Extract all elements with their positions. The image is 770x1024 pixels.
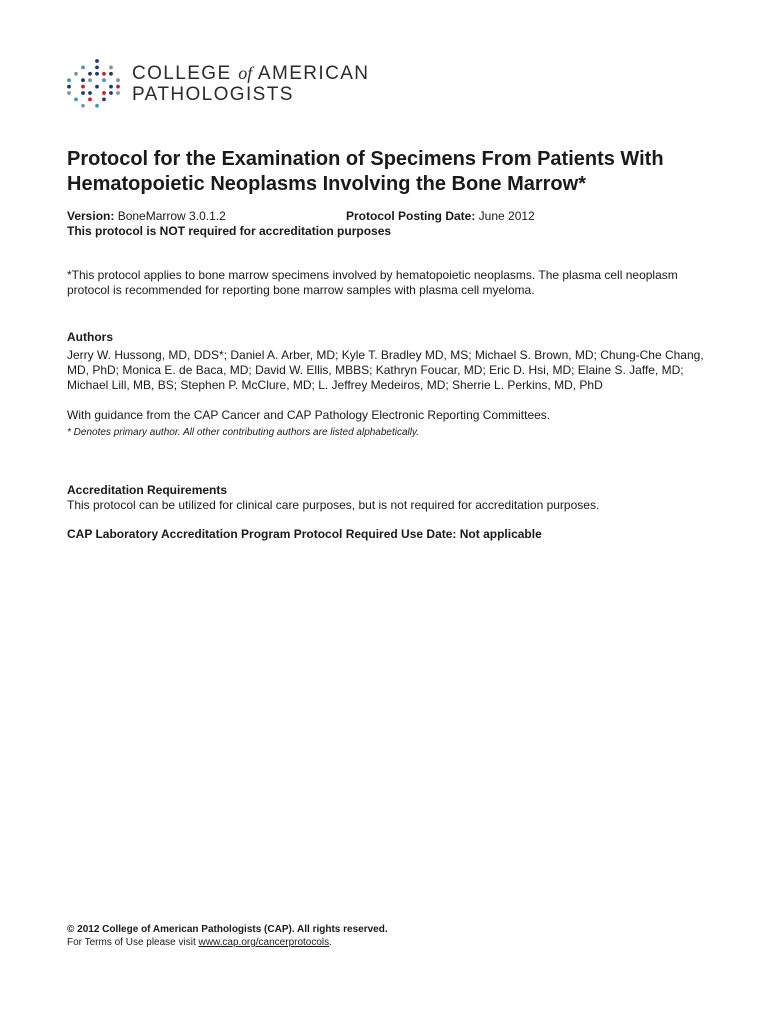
terms-of-use: For Terms of Use please visit www.cap.org/cancerprotocols. bbox=[67, 937, 332, 948]
primary-author-note: * Denotes primary author. All other contributing authors are listed alphabetically. bbox=[67, 427, 420, 438]
logo-dot bbox=[109, 91, 113, 95]
document-title: Protocol for the Examination of Specimens From Patients With Hematopoietic Neoplasms Involving the Bone Marrow* bbox=[67, 148, 664, 195]
accreditation-heading: Accreditation Requirements bbox=[67, 483, 228, 497]
logo-dot bbox=[109, 66, 113, 70]
logo-dot bbox=[88, 91, 92, 95]
logo-dot bbox=[102, 91, 106, 95]
logo-dot bbox=[88, 98, 92, 102]
scope-note: *This protocol applies to bone marrow specimens involved by hematopoietic neoplasms. The plasma cell neoplasm protocol is recommended for reporting bone marrow samples with plasma cell myeloma. bbox=[67, 268, 678, 297]
accreditation-text: This protocol can be utilized for clinical care purposes, but is not required for accreditation purposes. bbox=[67, 498, 600, 512]
required-use-date: CAP Laboratory Accreditation Program Protocol Required Use Date: Not applicable bbox=[67, 527, 542, 541]
logo-dot bbox=[109, 72, 113, 76]
logo-dot bbox=[67, 85, 71, 89]
logo-dot bbox=[116, 85, 120, 89]
authors-list: Jerry W. Hussong, MD, DDS*; Daniel A. Arber, MD; Kyle T. Bradley MD, MS; Michael S. Brown, MD; Chung-Che Chang, MD, PhD; Monica E. de Baca, MD; David W. Ellis, MBBS; Kathryn Foucar, MD; Eric D. Hsi, MD; Elaine S. Jaffe, MD; Michael Lill, MB, BS; Stephen P. McClure, MD; L. Jeffrey Medeiros, MD; Sherrie L. Perkins, MD, PhD bbox=[67, 348, 704, 392]
logo-dot bbox=[95, 104, 99, 108]
logo-dot bbox=[102, 98, 106, 102]
guidance-note: With guidance from the CAP Cancer and CAP Pathology Electronic Reporting Committees. bbox=[67, 408, 551, 422]
version-value: BoneMarrow 3.0.1.2 bbox=[114, 209, 226, 223]
logo-dot bbox=[116, 78, 120, 82]
logo-dot bbox=[116, 91, 120, 95]
cap-protocols-link[interactable]: www.cap.org/cancerprotocols bbox=[198, 937, 330, 948]
copyright-notice: © 2012 College of American Pathologists (CAP). All rights reserved. bbox=[67, 924, 388, 935]
logo-dot bbox=[95, 72, 99, 76]
version-label: Version: bbox=[67, 209, 115, 223]
logo-dot bbox=[102, 72, 106, 76]
posting-date-value: June 2012 bbox=[475, 209, 535, 223]
logo-dot bbox=[81, 91, 85, 95]
logo-dot bbox=[81, 85, 85, 89]
cap-dot-grid-icon bbox=[66, 58, 122, 110]
logo-dot bbox=[88, 72, 92, 76]
logo-line-2: PATHOLOGISTS bbox=[132, 84, 294, 105]
logo-dot bbox=[95, 59, 99, 63]
accreditation-requirement-note: This protocol is NOT required for accreditation purposes bbox=[67, 224, 392, 238]
logo-dot bbox=[74, 98, 78, 102]
version-line bbox=[67, 209, 226, 224]
logo-dot bbox=[81, 78, 85, 82]
posting-date-label: Protocol Posting Date: bbox=[346, 209, 476, 223]
authors-heading: Authors bbox=[67, 330, 113, 344]
logo-dot bbox=[74, 72, 78, 76]
cap-logo bbox=[66, 58, 370, 110]
logo-wordmark bbox=[132, 63, 369, 105]
logo-dot bbox=[88, 78, 92, 82]
logo-dot bbox=[67, 78, 71, 82]
posting-date-line bbox=[346, 209, 535, 224]
logo-dot bbox=[81, 104, 85, 108]
logo-dot bbox=[95, 85, 99, 89]
logo-line-1: COLLEGE of AMERICAN bbox=[132, 63, 370, 84]
logo-dot bbox=[95, 66, 99, 70]
logo-dot bbox=[67, 91, 71, 95]
logo-dot bbox=[102, 78, 106, 82]
logo-dot bbox=[109, 85, 113, 89]
logo-dot bbox=[81, 66, 85, 70]
